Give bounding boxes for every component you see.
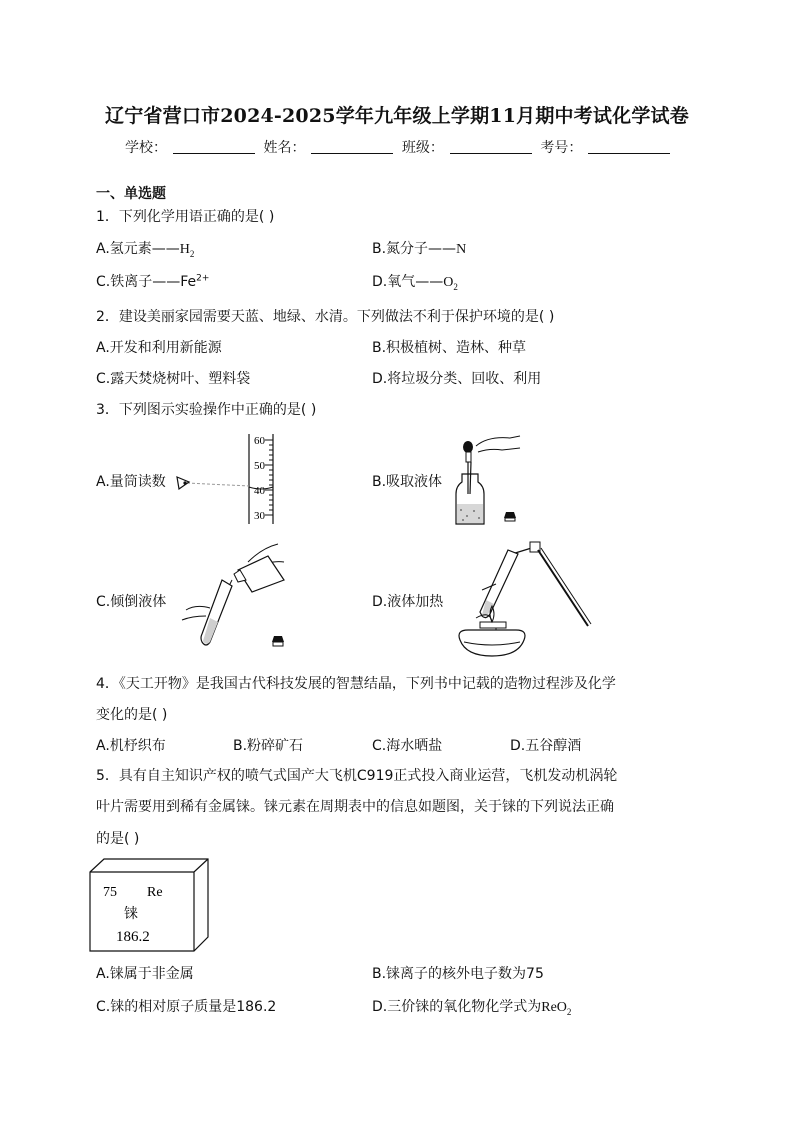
q2-option-c[interactable]: C.露天焚烧树叶、塑料袋 <box>96 371 251 387</box>
heating-liquid-figure <box>452 540 592 660</box>
cylinder-tick-60: 60 <box>254 435 265 447</box>
q2-stem: 2．建设美丽家园需要天蓝、地绿、水清。下列做法不利于保护环境的是( ) <box>96 309 555 325</box>
section-heading: 一、单选题 <box>96 186 166 202</box>
q1-d-formula-sub: 2 <box>453 281 458 292</box>
cylinder-tick-50: 50 <box>254 460 265 472</box>
q3-option-d[interactable]: D.液体加热 <box>372 594 444 610</box>
element-symbol: Re <box>147 885 163 900</box>
element-name: 铼 <box>124 906 138 922</box>
periodic-table-cell <box>89 858 209 952</box>
q1-c-formula-sup: 2+ <box>196 273 210 284</box>
q2-option-d[interactable]: D.将垃圾分类、回收、利用 <box>372 371 542 387</box>
q4-option-d[interactable]: D.五谷醇酒 <box>510 738 582 754</box>
q1-a-formula-main: H <box>179 242 190 257</box>
number-label: 考号： <box>540 140 583 156</box>
cylinder-tick-30: 30 <box>254 510 265 522</box>
q1-option-c[interactable] <box>96 271 209 291</box>
q2-option-b[interactable]: B.积极植树、造林、种草 <box>372 340 527 356</box>
class-label: 班级： <box>401 140 444 156</box>
q1-c-formula-main: Fe <box>180 274 197 290</box>
q5-option-d-formula <box>541 1000 571 1015</box>
name-label: 姓名： <box>263 140 306 156</box>
q1-option-d-formula <box>443 275 458 290</box>
cylinder-reading-figure <box>175 432 285 526</box>
q3-stem: 3．下列图示实验操作中正确的是( ) <box>96 402 317 418</box>
q5-option-a[interactable]: A.铼属于非金属 <box>96 966 194 982</box>
q4-stem-line2: 变化的是( ) <box>96 707 168 723</box>
q3-option-c[interactable]: C.倾倒液体 <box>96 594 167 610</box>
q1-option-c-formula <box>180 274 209 290</box>
student-info-line <box>125 137 674 157</box>
q1-option-b-formula: N <box>456 242 467 257</box>
q1-d-formula-main: O <box>443 275 454 290</box>
q1-option-b-text: B.氮分子—— <box>372 241 457 257</box>
q1-option-c-text: C.铁离子—— <box>96 274 181 290</box>
school-blank[interactable] <box>173 139 255 154</box>
q5-option-b[interactable]: B.铼离子的核外电子数为75 <box>372 966 544 982</box>
q1-a-formula-sub: 2 <box>189 248 195 259</box>
q1-option-a-text: A.氢元素—— <box>96 241 180 257</box>
q5-stem-line3: 的是( ) <box>96 831 140 847</box>
q1-option-a[interactable] <box>96 238 194 259</box>
q4-option-b[interactable]: B.粉碎矿石 <box>233 738 304 754</box>
q1-option-a-formula <box>180 242 195 257</box>
class-blank[interactable] <box>450 139 532 154</box>
element-mass: 186.2 <box>116 929 150 945</box>
element-number: 75 <box>103 885 117 900</box>
q3-option-a[interactable]: A.量筒读数 <box>96 474 166 490</box>
q1-option-d-text: D.氧气—— <box>372 274 444 290</box>
name-blank[interactable] <box>311 139 393 154</box>
q5-stem-line1: 5．具有自主知识产权的喷气式国产大飞机C919正式投入商业运营，飞机发动机涡轮 <box>96 768 618 784</box>
q4-option-a[interactable]: A.机杼织布 <box>96 738 166 754</box>
page-title: 辽宁省营口市2024-2025学年九年级上学期11月期中考试化学试卷 <box>105 105 689 127</box>
q3-option-b[interactable]: B.吸取液体 <box>372 474 443 490</box>
q5-d-formula-main: ReO <box>541 1000 567 1015</box>
pouring-liquid-figure <box>180 540 296 660</box>
eye-icon <box>177 477 189 489</box>
q1-stem: 1．下列化学用语正确的是( ) <box>96 209 275 225</box>
q4-option-c[interactable]: C.海水晒盐 <box>372 738 443 754</box>
q5-option-d[interactable] <box>372 996 571 1017</box>
q1-option-b[interactable] <box>372 238 466 258</box>
q5-stem-line2: 叶片需要用到稀有金属铼。铼元素在周期表中的信息如题图，关于铼的下列说法正确 <box>96 799 614 815</box>
dropper-figure <box>448 432 528 528</box>
number-blank[interactable] <box>588 139 670 154</box>
q2-option-a[interactable]: A.开发和利用新能源 <box>96 340 222 356</box>
school-label: 学校： <box>125 140 167 156</box>
q5-option-c[interactable]: C.铼的相对原子质量是186.2 <box>96 999 277 1015</box>
q1-option-d[interactable] <box>372 271 458 292</box>
cylinder-tick-40: 40 <box>254 485 265 497</box>
q5-option-d-text: D.三价铼的氧化物化学式为 <box>372 999 542 1015</box>
q4-stem-line1: 4．《天工开物》是我国古代科技发展的智慧结晶，下列书中记载的造物过程涉及化学 <box>96 676 616 692</box>
q5-d-formula-sub: 2 <box>566 1006 572 1017</box>
